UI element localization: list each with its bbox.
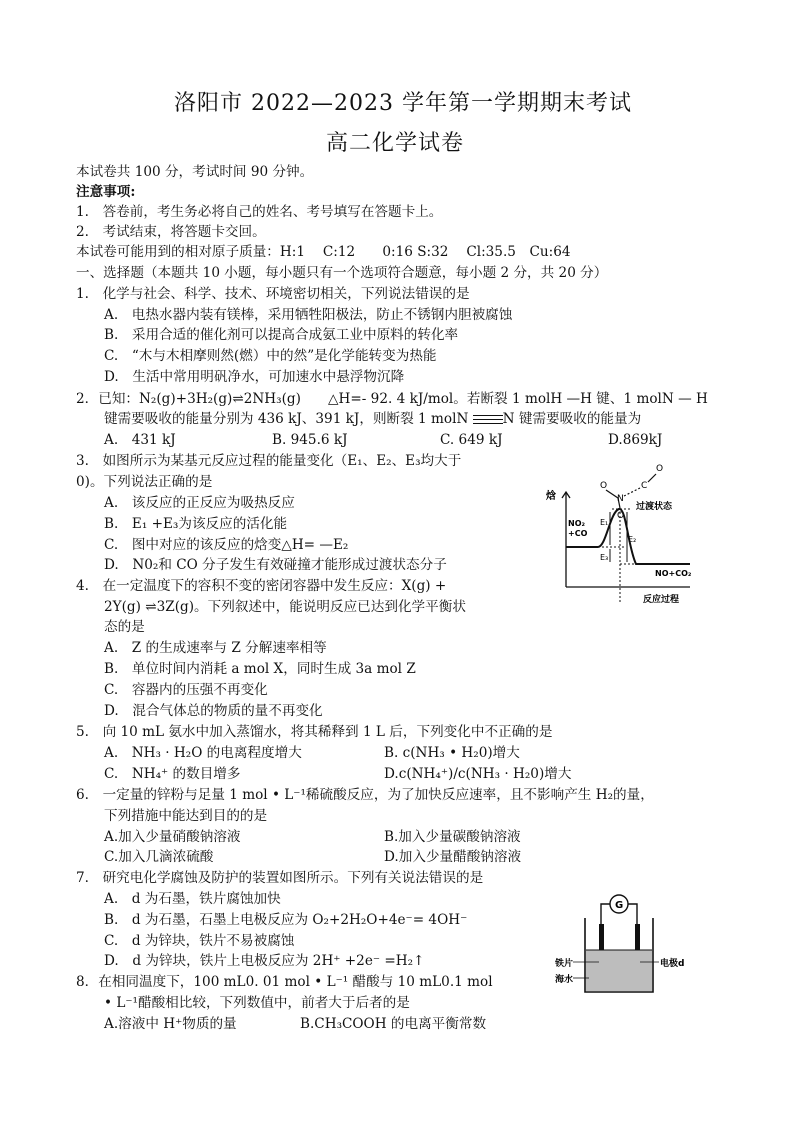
q2-option-b: B. 945.6 kJ xyxy=(272,432,348,448)
q4-option-a: A. Z 的生成速率与 Z 分解速率相等 xyxy=(104,640,327,656)
products-label: NO+CO₂ xyxy=(655,569,692,578)
q8-stem-line1: 8．在相同温度下，100 mL0. 01 mol • L⁻¹ 醋酸与 10 mL0.1 mol xyxy=(76,974,493,990)
wire xyxy=(601,904,610,924)
iron-plate-label: 铁片 xyxy=(555,959,574,969)
q1-option-b: B. 采用合适的催化剂可以提高合成氨工业中原料的转化率 xyxy=(104,327,459,343)
bond-line xyxy=(648,474,656,482)
q1-stem: 1. 化学与社会、科学、技术、环境密切相关，下列说法错误的是 xyxy=(76,286,470,302)
q4-stem-line1: 4. 在一定温度下的容积不变的密闭容器中发生反应：X(g) + xyxy=(76,578,447,594)
q2-option-a: A. 431 kJ xyxy=(104,432,176,448)
atomic-mass-line: 本试卷可能用到的相对原子质量：H:1 C:12 0:16 S:32 Cl:35.5 Cu:64 xyxy=(76,244,571,260)
q3-stem-line2: 0)。下列说法正确的是 xyxy=(76,474,213,490)
x-axis-label: 反应过程 xyxy=(643,595,680,605)
q3-stem-line1: 3. 如图所示为某基元反应过程的能量变化（E₁、E₂、E₃均大于 xyxy=(76,453,462,469)
q5-option-d: D.c(NH₄⁺)/c(NH₃ · H₂0)增大 xyxy=(384,766,572,782)
e1-label: E₁ xyxy=(600,518,609,527)
q8-option-a: A.溶液中 H⁺物质的量 xyxy=(104,1016,237,1032)
q4-stem-line3: 态的是 xyxy=(104,619,145,635)
q2-option-d: D.869kJ xyxy=(608,432,663,448)
seawater-label: 海水 xyxy=(555,975,574,985)
q5-option-a: A. NH₃ · H₂O 的电离程度增大 xyxy=(104,745,302,761)
transition-state-label: 过渡状态 xyxy=(636,502,673,512)
corrosion-apparatus xyxy=(555,884,705,999)
reactants-label: NO₂ xyxy=(568,519,585,528)
q1-option-a: A. 电热水器内装有镁棒，采用牺牲阳极法，防止不锈钢内胆被腐蚀 xyxy=(104,307,513,323)
exam-title: 洛阳市 2022—2023 学年第一学期期末考试 xyxy=(174,91,632,116)
atom-o-label: O xyxy=(600,481,608,491)
q3-option-d: D. N0₂和 CO 分子发生有效碰撞才能形成过渡状态分子 xyxy=(104,557,447,573)
notice-item-2: 2. 考试结束，将答题卡交回。 xyxy=(76,224,266,240)
q8-stem-line2: • L⁻¹醋酸相比较，下列数值中，前者大于后者的是 xyxy=(104,995,410,1011)
e3-label: E₃ xyxy=(600,553,609,562)
atom-o-label: O xyxy=(656,464,664,474)
q3-option-c: C. 图中对应的该反应的焓变△H= —E₂ xyxy=(104,537,349,553)
q6-option-b: B.加入少量碳酸钠溶液 xyxy=(384,829,521,845)
q3-option-b: B. E₁ +E₃为该反应的活化能 xyxy=(104,516,288,532)
q8-option-b: B.CH₃COOH 的电离平衡常数 xyxy=(300,1016,487,1032)
bond-line xyxy=(624,488,640,496)
q5-stem: 5. 向 10 mL 氨水中加入蒸馏水，将其稀释到 1 L 后，下列变化中不正确的是 xyxy=(76,724,553,740)
q7-option-a: A. d 为石墨，铁片腐蚀加快 xyxy=(104,891,281,907)
q4-option-c: C. 容器内的压强不再变化 xyxy=(104,682,268,698)
triple-bond-symbol xyxy=(473,414,503,426)
q2-option-c: C. 649 kJ xyxy=(440,432,503,448)
q4-stem-line2: 2Y(g) ⇌3Z(g)。下列叙述中，能说明反应已达到化学平衡状 xyxy=(104,599,466,615)
electrode-d-label: 电极d xyxy=(660,959,685,969)
q5-option-b: B. c(NH₃ • H₂0)增大 xyxy=(384,745,520,761)
q6-option-d: D.加入少量醋酸钠溶液 xyxy=(384,849,522,865)
q4-option-b: B. 单位时间内消耗 a mol X，同时生成 3a mol Z xyxy=(104,661,416,677)
energy-diagram xyxy=(540,452,720,612)
q3-option-a: A. 该反应的正反应为吸热反应 xyxy=(104,495,295,511)
exam-subtitle: 高二化学试卷 xyxy=(326,131,465,156)
q6-stem-line1: 6. 一定量的锌粉与足量 1 mol • L⁻¹稀硫酸反应，为了加快反应速率，且不影响产生 H₂的量， xyxy=(76,787,654,803)
q7-option-b: B. d 为石墨，石墨上电极反应为 O₂+2H₂O+4e⁻= 4OH⁻ xyxy=(104,912,468,928)
q4-option-d: D. 混合气体总的物质的量不再变化 xyxy=(104,703,323,719)
q7-option-d: D. d 为锌块，铁片上电极反应为 2H⁺ +2e⁻ =H₂↑ xyxy=(104,953,425,969)
q6-stem-line2: 下列措施中能达到目的的是 xyxy=(104,808,268,824)
seawater-fill xyxy=(586,950,652,991)
q1-option-c: C. “木与木相摩则然(燃）中的然”是化学能转变为热能 xyxy=(104,348,437,364)
y-axis-label: 焓 xyxy=(546,491,556,502)
q7-option-c: C. d 为锌块，铁片不易被腐蚀 xyxy=(104,933,295,949)
q2-stem-part1: 键需要吸收的能量分别为 436 kJ、391 kJ，则断裂 1 molN xyxy=(104,411,473,427)
q6-option-c: C.加入几滴浓硫酸 xyxy=(104,849,214,865)
q2-stem-part2: N 键需要吸收的能量为 xyxy=(502,411,642,427)
wire xyxy=(628,904,637,924)
q2-stem-line2 xyxy=(104,409,641,429)
notice-item-1: 1. 答卷前，考生务必将自己的姓名、考号填写在答题卡上。 xyxy=(76,204,443,220)
galvanometer-label: G xyxy=(615,900,624,911)
q6-option-a: A.加入少量硝酸钠溶液 xyxy=(104,829,241,845)
q7-stem: 7. 研究电化学腐蚀及防护的装置如图所示。下列有关说法错误的是 xyxy=(76,870,484,886)
q2-stem-line1: 2．已知：N₂(g)+3H₂(g)⇌2NH₃(g) △H=- 92. 4 kJ/mol。若断裂 1 molH —H 键、1 molN — H xyxy=(76,391,708,407)
q1-option-d: D. 生活中常用明矾净水，可加速水中悬浮物沉降 xyxy=(104,369,405,385)
e2-label: E₂ xyxy=(628,535,637,544)
atom-n-label: N xyxy=(617,494,624,504)
atom-c-label: C xyxy=(641,481,648,491)
notice-heading: 注意事项: xyxy=(76,184,136,200)
intro-line: 本试卷共 100 分，考试时间 90 分钟。 xyxy=(76,164,314,180)
reactants-label: +CO xyxy=(568,529,588,538)
section-heading: 一、选择题（本题共 10 小题，每小题只有一个选项符合题意，每小题 2 分，共 20 分） xyxy=(76,265,608,281)
q5-option-c: C. NH₄⁺ 的数目增多 xyxy=(104,766,241,782)
atom-o-label: O xyxy=(617,511,625,521)
